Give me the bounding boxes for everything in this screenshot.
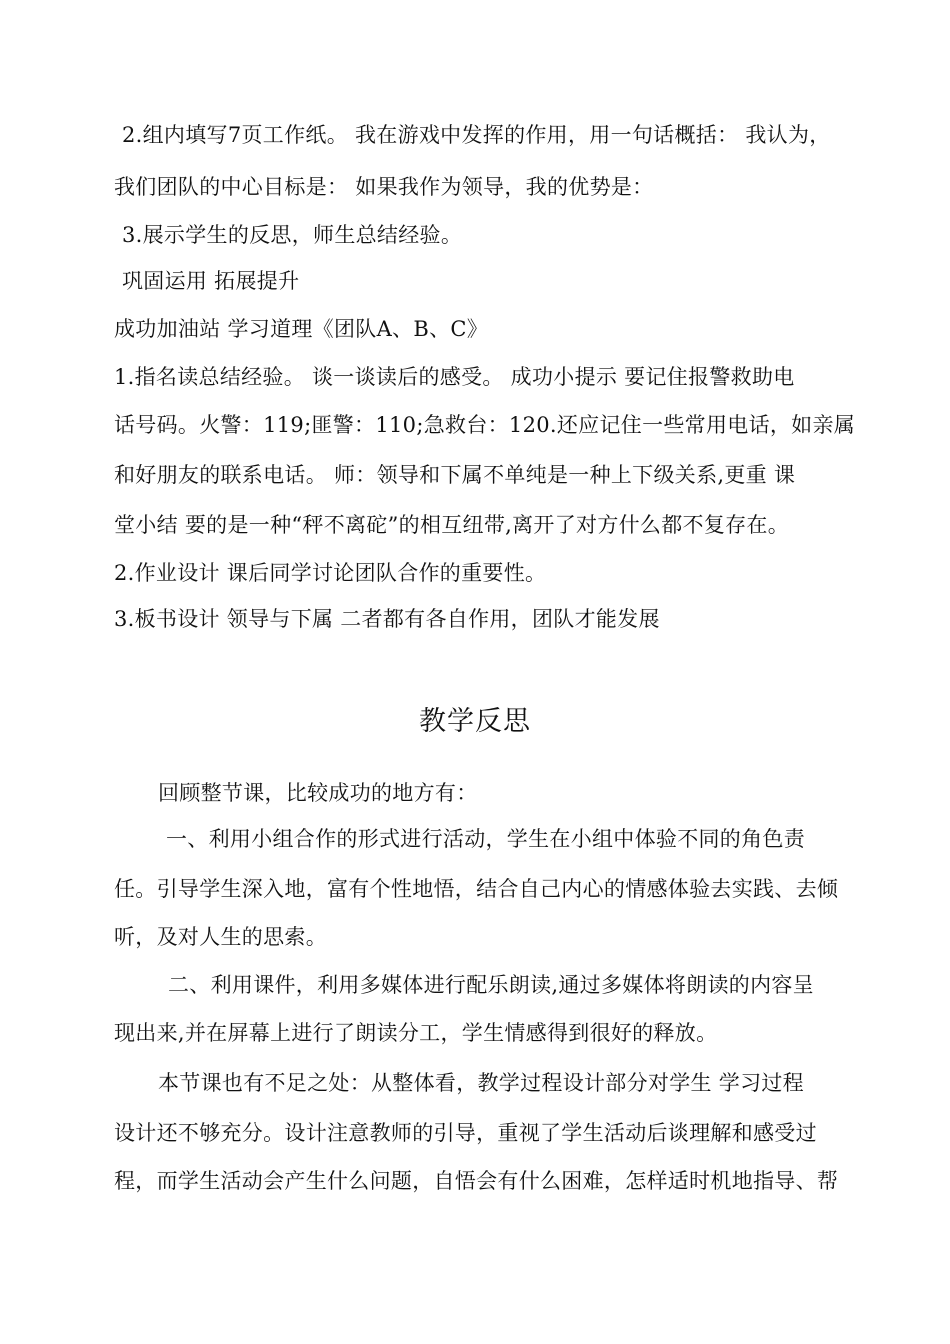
reflection-line: 听，及对人生的思索。 xyxy=(114,925,327,949)
lesson-line: 我们团队的中心目标是： 如果我作为领导，我的优势是： xyxy=(114,175,654,199)
lesson-line: 堂小结 要的是一种“秤不离砣”的相互纽带,离开了对方什么都不复存在。 xyxy=(114,513,790,537)
reflection-line: 程，而学生活动会产生什么问题，自悟会有什么困难，怎样适时机地指导、帮 xyxy=(114,1169,839,1193)
reflection-line: 回顾整节课，比较成功的地方有： xyxy=(158,781,478,805)
lesson-line: 3.板书设计 领导与下属 二者都有各自作用，团队才能发展 xyxy=(114,607,660,631)
lesson-line: 话号码。火警：119;匪警：110;急救台：120.还应记住一些常用电话，如亲属 xyxy=(114,413,856,437)
section-heading: 巩固运用 拓展提升 xyxy=(122,269,300,293)
lesson-line: 成功加油站 学习道理《团队A、B、C》 xyxy=(114,317,489,341)
reflection-line: 二、利用课件，利用多媒体进行配乐朗读,通过多媒体将朗读的内容呈 xyxy=(168,973,814,997)
lesson-line: 1.指名读总结经验。 谈一谈读后的感受。 成功小提示 要记住报警救助电 xyxy=(114,365,795,389)
reflection-line: 任。引导学生深入地，富有个性地悟，结合自己内心的情感体验去实践、去倾 xyxy=(114,877,839,901)
lesson-line: 2.作业设计 课后同学讨论团队合作的重要性。 xyxy=(114,561,547,585)
lesson-line: 3.展示学生的反思，师生总结经验。 xyxy=(122,223,463,247)
reflection-line: 本节课也有不足之处：从整体看，教学过程设计部分对学生 学习过程 xyxy=(158,1071,804,1095)
reflection-line: 设计还不够充分。设计注意教师的引导，重视了学生活动后谈理解和感受过 xyxy=(114,1121,817,1145)
reflection-line: 现出来,并在屏幕上进行了朗读分工，学生情感得到很好的释放。 xyxy=(114,1021,718,1045)
reflection-title: 教学反思 xyxy=(419,706,531,737)
lesson-line: 和好朋友的联系电话。 师：领导和下属不单纯是一种上下级关系,更重 课 xyxy=(114,463,796,487)
lesson-line: 2.组内填写7页工作纸。 我在游戏中发挥的作用，用一句话概括： 我认为， xyxy=(122,123,831,147)
reflection-line: 一、利用小组合作的形式进行活动，学生在小组中体验不同的角色责 xyxy=(166,827,805,851)
